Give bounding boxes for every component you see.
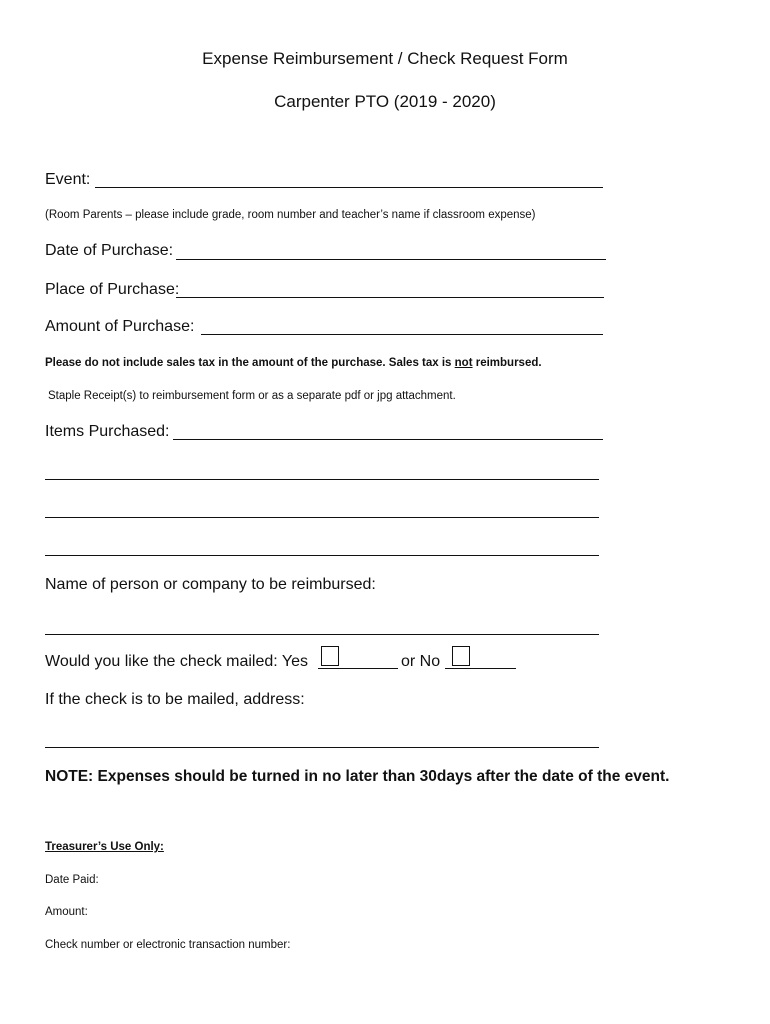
sales-tax-note-part2: reimbursed. [472, 357, 542, 369]
no-line [445, 654, 516, 669]
form-subtitle: Carpenter PTO (2019 - 2020) [274, 92, 496, 111]
sales-tax-note [45, 357, 542, 369]
reimbursed-name-field[interactable] [45, 620, 599, 635]
sales-tax-note-part1: Please do not include sales tax in the amount of the purchase. Sales tax is [45, 357, 455, 369]
event-note: (Room Parents – please include grade, room number and teacher’s name if classroom expense) [45, 209, 536, 221]
place-of-purchase-label: Place of Purchase: [45, 281, 180, 298]
check-mailed-or-no: or No [401, 653, 441, 670]
yes-line [318, 654, 398, 669]
sales-tax-note-not: not [454, 357, 473, 369]
mailing-address-field[interactable] [45, 733, 599, 748]
amount-of-purchase-label: Amount of Purchase: [45, 318, 195, 335]
form-title: Expense Reimbursement / Check Request Form [202, 49, 568, 68]
items-purchased-line-4[interactable] [45, 541, 599, 556]
items-purchased-line-2[interactable] [45, 465, 599, 480]
date-of-purchase-label: Date of Purchase: [45, 242, 174, 259]
reimbursed-name-label: Name of person or company to be reimbursed: [45, 576, 376, 593]
amount-of-purchase-field[interactable] [201, 320, 603, 335]
staple-receipt-note: Staple Receipt(s) to reimbursement form or as a separate pdf or jpg attachment. [48, 390, 456, 402]
deadline-note: NOTE: Expenses should be turned in no later than 30days after the date of the event. [45, 768, 670, 785]
check-mailed-label: Would you like the check mailed: Yes [45, 653, 308, 670]
mailing-address-label: If the check is to be mailed, address: [45, 691, 305, 708]
check-number-label: Check number or electronic transaction number: [45, 939, 291, 951]
items-purchased-label: Items Purchased: [45, 423, 170, 440]
event-label: Event: [45, 171, 91, 188]
date-of-purchase-field[interactable] [176, 245, 606, 260]
treasurer-heading: Treasurer’s Use Only: [45, 841, 164, 853]
date-paid-label: Date Paid: [45, 874, 99, 886]
treasurer-amount-label: Amount: [45, 906, 88, 918]
items-purchased-line-3[interactable] [45, 503, 599, 518]
items-purchased-field[interactable] [173, 425, 603, 440]
place-of-purchase-field[interactable] [176, 283, 604, 298]
event-field[interactable] [95, 173, 603, 188]
